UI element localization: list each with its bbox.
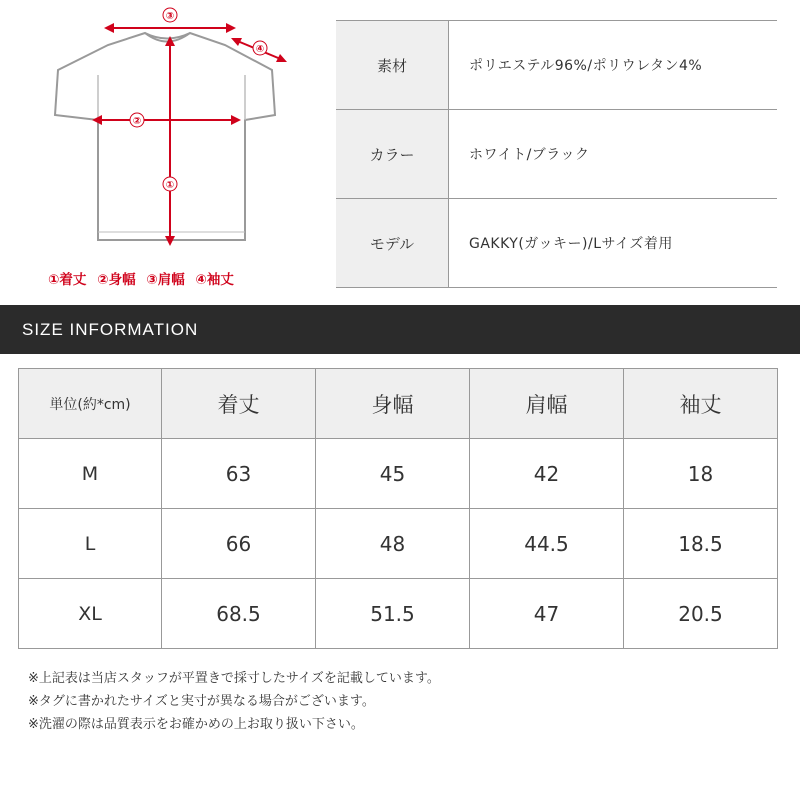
- column-header: 着丈: [162, 369, 316, 439]
- table-cell: 18.5: [624, 509, 778, 579]
- note-line: ※上記表は当店スタッフが平置きで採寸したサイズを記載しています。: [28, 671, 440, 686]
- legend-sleeve: ④袖丈: [195, 272, 234, 288]
- table-cell: 68.5: [162, 579, 316, 649]
- table-cell: 18: [624, 439, 778, 509]
- table-cell: 48: [316, 509, 470, 579]
- size-label: L: [19, 509, 162, 579]
- marker-length: ①: [165, 180, 175, 191]
- column-header: 袖丈: [624, 369, 778, 439]
- unit-header: 単位(約*cm): [19, 369, 162, 439]
- column-header: 肩幅: [470, 369, 624, 439]
- spec-row-model: [336, 199, 777, 288]
- column-header: 身幅: [316, 369, 470, 439]
- table-cell: 20.5: [624, 579, 778, 649]
- table-row: [19, 439, 778, 509]
- legend-length: ①着丈: [48, 272, 87, 288]
- size-table-header: [19, 369, 778, 439]
- table-cell: 42: [470, 439, 624, 509]
- marker-shoulder: ③: [165, 11, 175, 22]
- note-line: ※洗濯の際は品質表示をお確かめの上お取り扱い下さい。: [28, 717, 364, 732]
- table-cell: 63: [162, 439, 316, 509]
- size-label: M: [19, 439, 162, 509]
- size-table: [18, 368, 778, 649]
- measurement-legend: [48, 268, 240, 288]
- legend-shoulder: ③肩幅: [146, 272, 185, 288]
- table-cell: 45: [316, 439, 470, 509]
- spec-row-material: [336, 21, 777, 110]
- tshirt-outline: [55, 33, 275, 240]
- tshirt-measurement-diagram: [40, 0, 310, 300]
- legend-body-width: ②身幅: [97, 272, 136, 288]
- spec-value: ポリエステル96%/ポリウレタン4%: [469, 58, 703, 74]
- table-row: [19, 579, 778, 649]
- note-line: ※タグに書かれたサイズと実寸が異なる場合がございます。: [28, 694, 375, 709]
- spec-value: GAKKY(ガッキー)/Lサイズ着用: [469, 236, 673, 252]
- spec-label: カラー: [336, 110, 449, 198]
- spec-label: モデル: [336, 199, 449, 287]
- spec-label: 素材: [336, 21, 449, 109]
- marker-sleeve: ④: [255, 44, 265, 55]
- size-information-banner: SIZE INFORMATION: [0, 305, 800, 354]
- table-cell: 51.5: [316, 579, 470, 649]
- size-label: XL: [19, 579, 162, 649]
- table-row: [19, 509, 778, 579]
- marker-body-width: ②: [132, 116, 142, 127]
- table-cell: 44.5: [470, 509, 624, 579]
- spec-row-color: [336, 110, 777, 199]
- notes: [28, 667, 440, 736]
- spec-value: ホワイト/ブラック: [469, 147, 590, 163]
- table-cell: 66: [162, 509, 316, 579]
- table-cell: 47: [470, 579, 624, 649]
- spec-table: [336, 20, 777, 288]
